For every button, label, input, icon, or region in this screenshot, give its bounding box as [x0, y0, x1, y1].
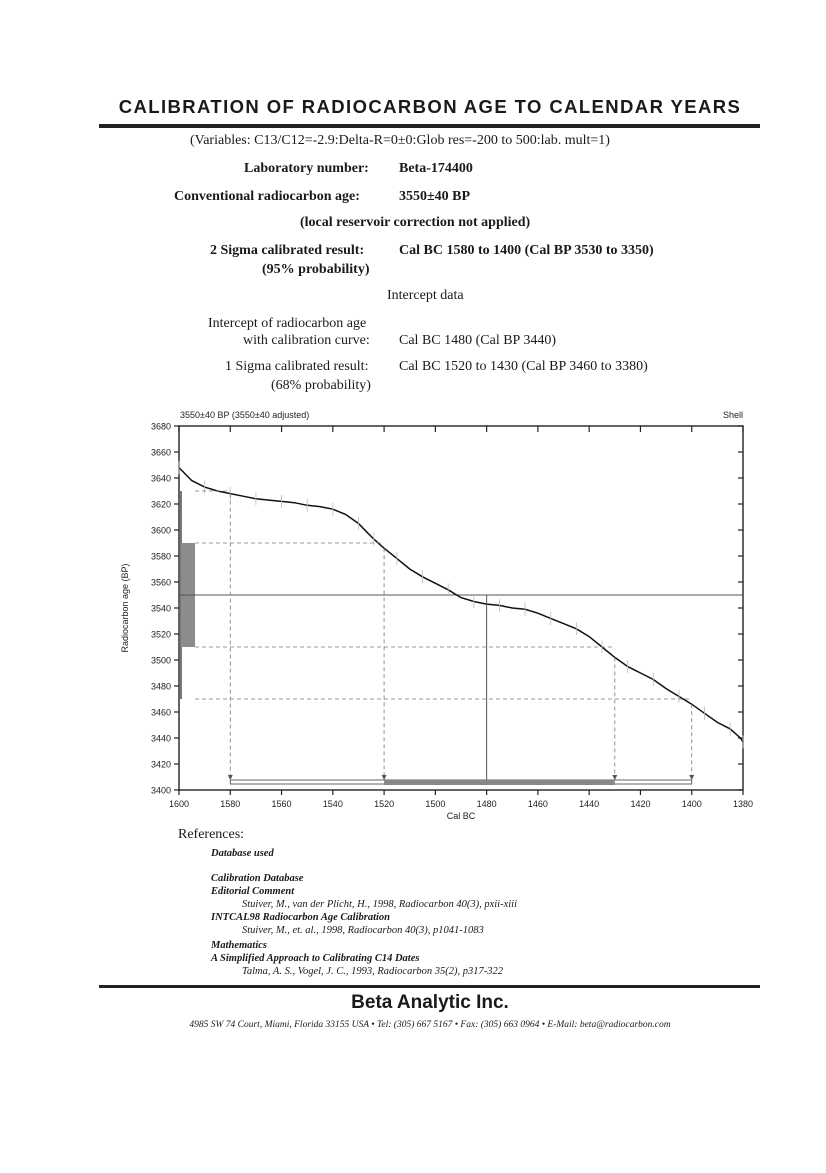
ref-simplified: A Simplified Approach to Calibrating C14 Dates [211, 953, 420, 964]
y-axis-label: Radiocarbon age (BP) [120, 563, 130, 653]
ref-editorial-comment: Editorial Comment [211, 886, 295, 897]
y-tick-label: 3560 [150, 577, 171, 588]
intercept-heading: Intercept data [387, 288, 464, 303]
two-sigma-probability: (95% probability) [262, 262, 370, 277]
intercept-label-2: with calibration curve: [243, 333, 370, 348]
x-tick-label: 1440 [579, 799, 600, 809]
sigma1-guide-right-arrow [612, 775, 617, 780]
intercept-value: Cal BC 1480 (Cal BP 3440) [399, 333, 556, 348]
x-tick-label: 1400 [681, 799, 702, 809]
x-tick-label: 1600 [168, 799, 190, 809]
company-address: 4985 SW 74 Court, Miami, Florida 33155 USA • Tel: (305) 667 5167 • Fax: (305) 663 0964 • E-Mail: beta@radiocarbon.com [189, 1020, 671, 1030]
footer-rule [99, 985, 760, 988]
x-tick-label: 1460 [527, 799, 548, 809]
x-tick-label: 1540 [322, 799, 343, 809]
ref-mathematics: Mathematics [211, 940, 268, 951]
y-tick-label: 3620 [150, 499, 171, 510]
y-tick-label: 3460 [150, 707, 171, 718]
ref-simplified-cite: Talma, A. S., Vogel, J. C., 1993, Radiocarbon 35(2), p317-322 [242, 966, 504, 977]
y-tick-label: 3480 [150, 681, 171, 692]
calibration-curve [179, 468, 743, 742]
reservoir-note: (local reservoir correction not applied) [300, 215, 531, 230]
y-tick-label: 3640 [150, 473, 171, 484]
sigma2-guide-left-arrow [228, 775, 233, 780]
lab-number-label: Laboratory number: [244, 161, 369, 176]
conventional-age-value: 3550±40 BP [399, 189, 471, 204]
title-rule [99, 124, 760, 128]
two-sigma-label: 2 Sigma calibrated result: [210, 243, 365, 258]
sigma1-guide-left-arrow [382, 775, 387, 780]
x-tick-label: 1380 [732, 799, 754, 809]
references-heading: References: [178, 827, 245, 842]
y-tick-label: 3520 [150, 629, 171, 640]
x-axis-label: Cal BC [446, 811, 476, 821]
report-title: CALIBRATION OF RADIOCARBON AGE TO CALENDAR YEARS [118, 96, 742, 117]
conventional-age-label: Conventional radiocarbon age: [174, 189, 360, 204]
ref-editorial-cite: Stuiver, M., van der Plicht, H., 1998, Radiocarbon 40(3), pxii-xiii [242, 899, 517, 910]
x-tick-label: 1580 [220, 799, 241, 809]
ref-database-used: Database used [211, 848, 274, 859]
y-tick-label: 3580 [150, 551, 171, 562]
y-tick-label: 3400 [150, 785, 171, 796]
x-tick-label: 1480 [476, 799, 497, 809]
y-tick-label: 3420 [150, 759, 171, 770]
x-tick-label: 1560 [271, 799, 292, 809]
one-sigma-label: 1 Sigma calibrated result: [225, 359, 369, 374]
x-tick-label: 1420 [630, 799, 651, 809]
sigma2-guide-right-arrow [689, 775, 694, 780]
one-sigma-probability: (68% probability) [271, 378, 371, 393]
calibration-chart [110, 402, 760, 830]
y-tick-label: 3540 [150, 603, 171, 614]
plot-frame [179, 426, 743, 790]
y-tick-label: 3680 [150, 421, 171, 432]
x-tick-label: 1520 [374, 799, 395, 809]
y-tick-label: 3660 [150, 447, 171, 458]
variables-line: (Variables: C13/C12=-2.9:Delta-R=0±0:Glob res=-200 to 500:lab. mult=1) [190, 133, 610, 148]
one-sigma-value: Cal BC 1520 to 1430 (Cal BP 3460 to 3380) [399, 359, 648, 374]
x-tick-label: 1500 [425, 799, 446, 809]
chart-corner-label: Shell [722, 410, 743, 420]
ref-intcal: INTCAL98 Radiocarbon Age Calibration [211, 912, 391, 923]
ref-intcal-cite: Stuiver, M., et. al., 1998, Radiocarbon 40(3), p1041-1083 [242, 925, 484, 936]
y-tick-label: 3440 [150, 733, 171, 744]
chart-title: 3550±40 BP (3550±40 adjusted) [180, 410, 310, 420]
intercept-label-1: Intercept of radiocarbon age [208, 316, 367, 331]
lab-number-value: Beta-174400 [399, 161, 473, 176]
company-name: Beta Analytic Inc. [351, 992, 509, 1013]
y-tick-label: 3500 [150, 655, 171, 666]
one-sigma-range-bar [384, 780, 615, 785]
y-tick-label: 3600 [150, 525, 171, 536]
two-sigma-value: Cal BC 1580 to 1400 (Cal BP 3530 to 3350) [399, 243, 654, 258]
ref-calibration-database: Calibration Database [211, 873, 304, 884]
